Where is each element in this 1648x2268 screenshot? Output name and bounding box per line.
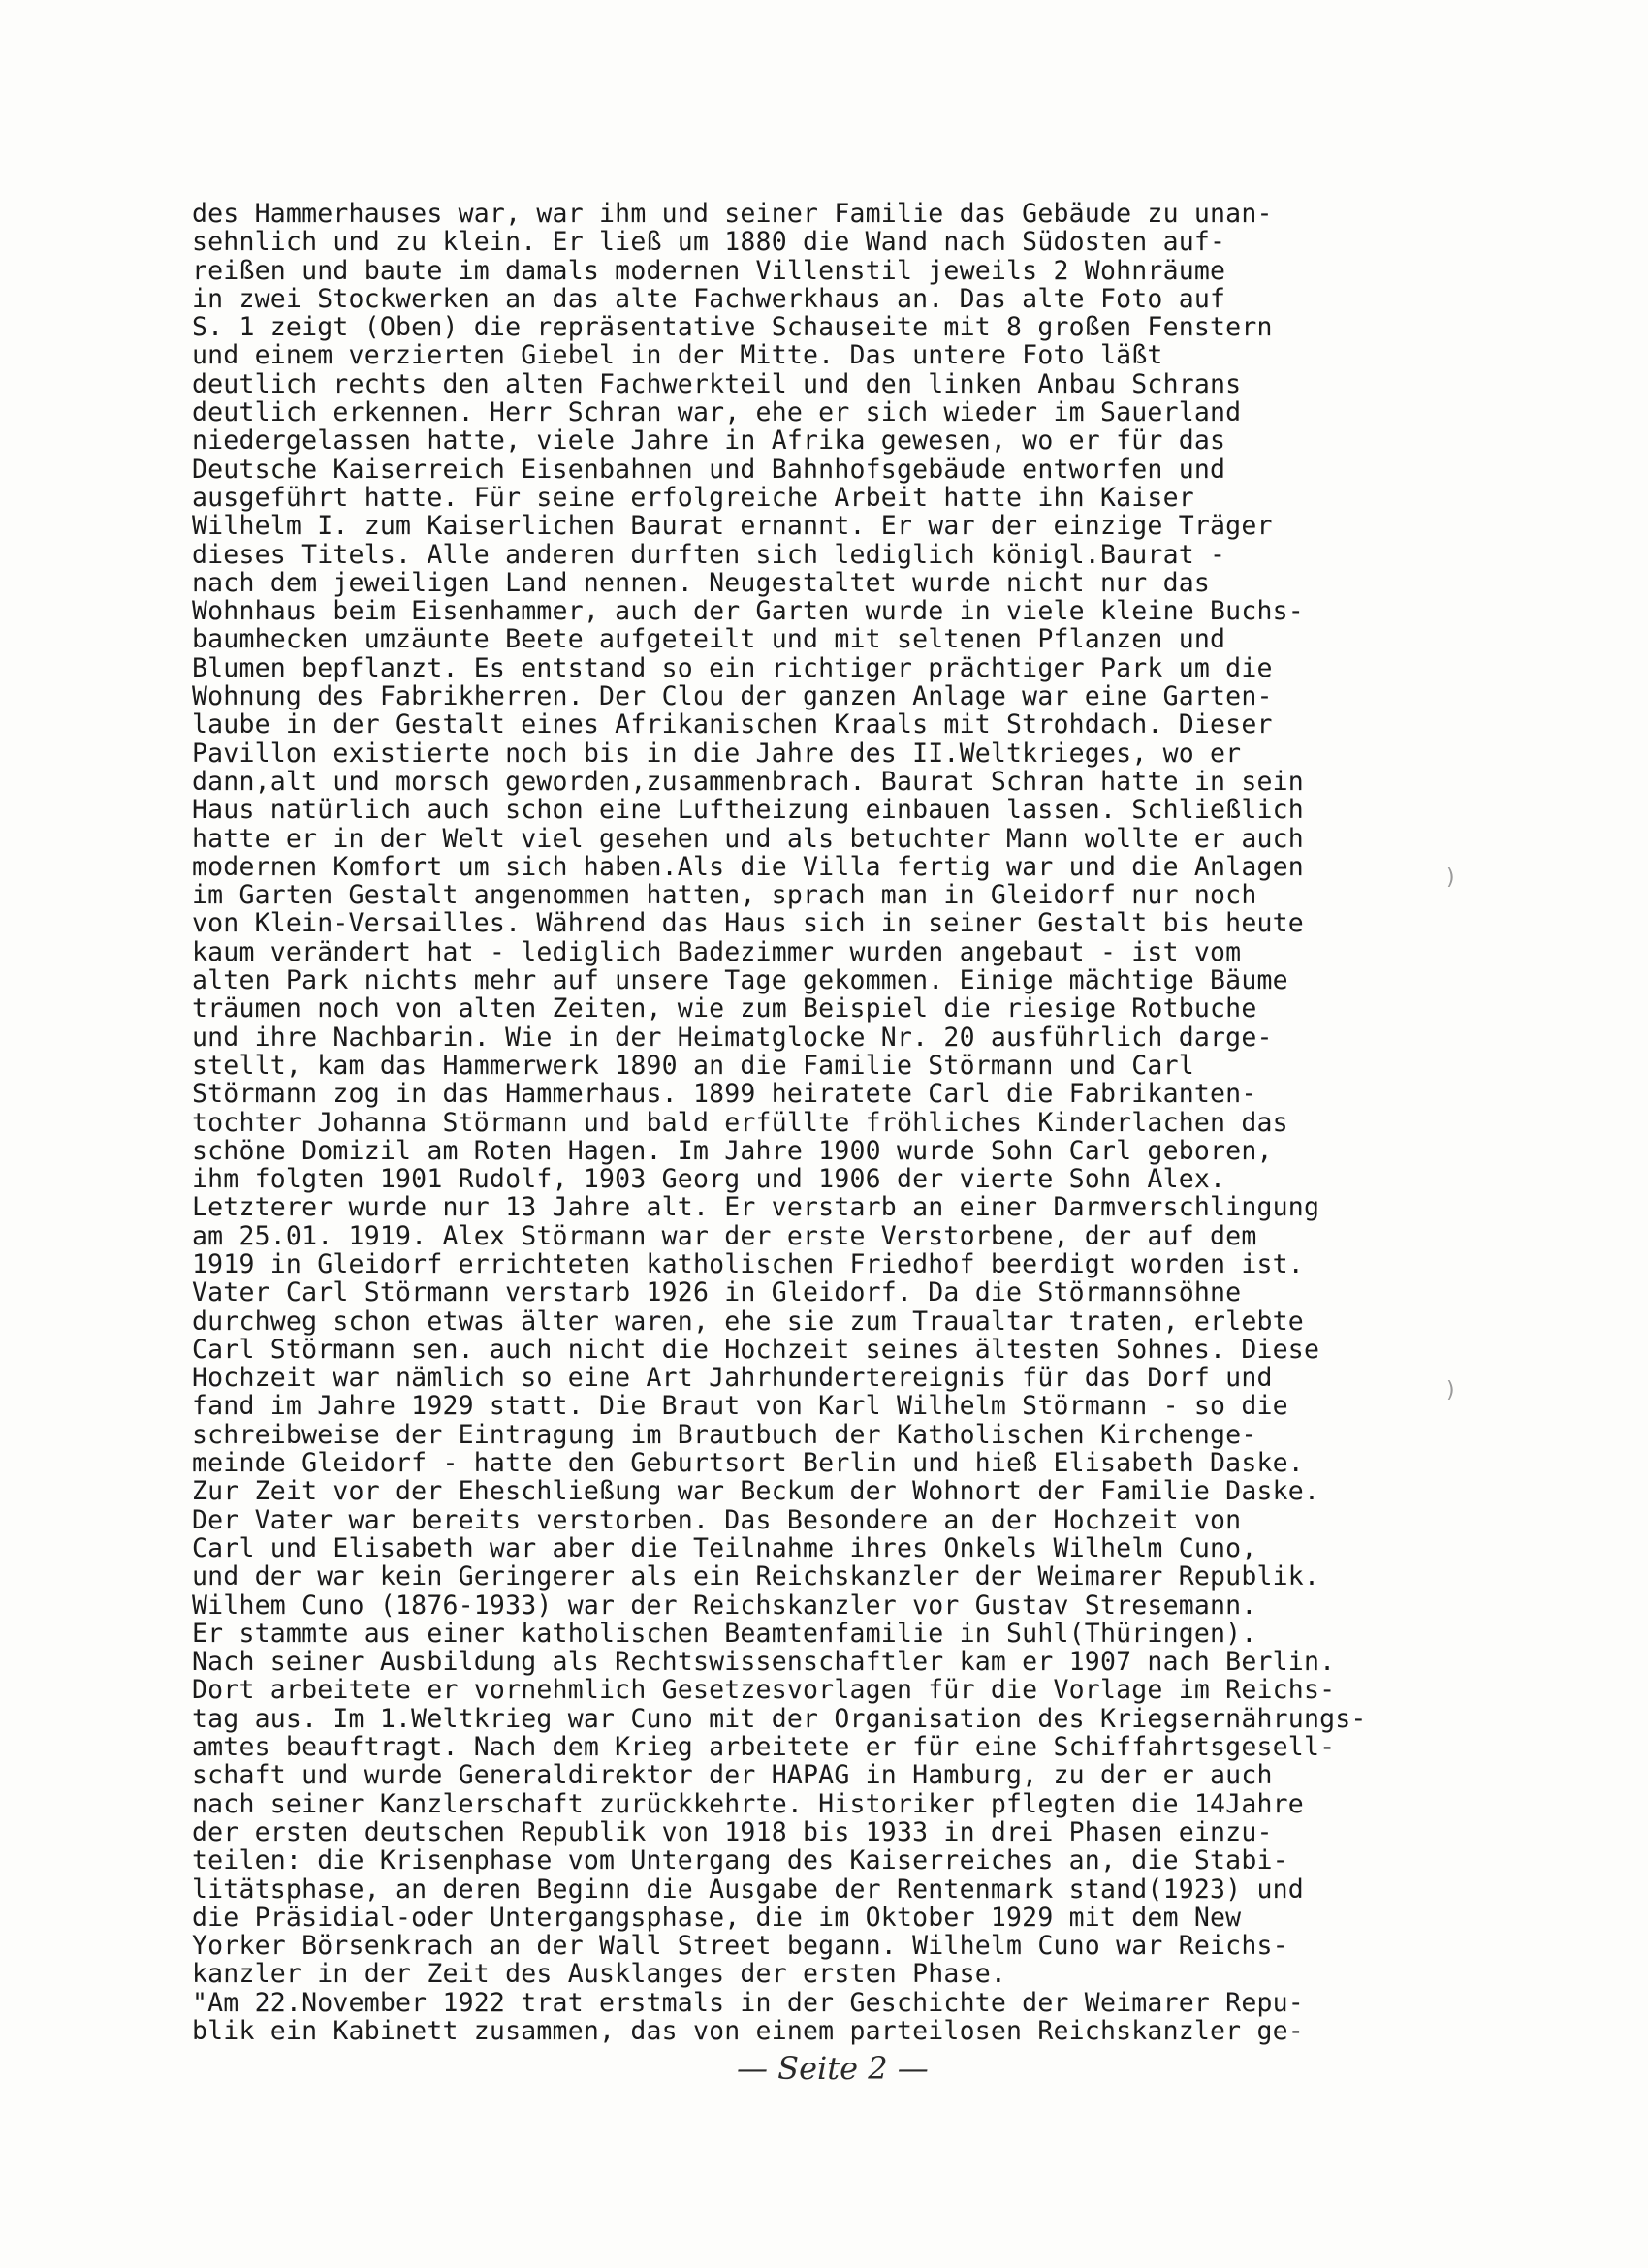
text-line: Wilhelm I. zum Kaiserlichen Baurat ernannt. Er war der einzige Träger	[192, 511, 1273, 542]
text-line: Er stammte aus einer katholischen Beamtenfamilie in Suhl(Thüringen).	[192, 1618, 1257, 1649]
text-line: sehnlich und zu klein. Er ließ um 1880 die Wand nach Südosten auf-	[192, 227, 1226, 258]
text-line: Letzterer wurde nur 13 Jahre alt. Er verstarb an einer Darmverschlingung	[192, 1192, 1320, 1223]
text-line: stellt, kam das Hammerwerk 1890 an die Familie Störmann und Carl	[192, 1050, 1194, 1081]
text-line: meinde Gleidorf - hatte den Geburtsort Berlin und hieß Elisabeth Daske.	[192, 1448, 1304, 1479]
text-line: in zwei Stockwerken an das alte Fachwerkhaus an. Das alte Foto auf	[192, 283, 1226, 314]
text-line: Der Vater war bereits verstorben. Das Besondere an der Hochzeit von	[192, 1504, 1242, 1535]
text-line: und der war kein Geringerer als ein Reichskanzler der Weimarer Republik.	[192, 1561, 1320, 1592]
text-line: ihm folgten 1901 Rudolf, 1903 Georg und 1906 der vierte Sohn Alex.	[192, 1164, 1226, 1195]
page-footer	[737, 2050, 1028, 2096]
text-line: dieses Titels. Alle anderen durften sich lediglich königl.Baurat -	[192, 539, 1226, 570]
text-line: 1919 in Gleidorf errichteten katholischen Friedhof beerdigt worden ist.	[192, 1248, 1304, 1279]
text-line: schaft und wurde Generaldirektor der HAPAG in Hamburg, zu der er auch	[192, 1760, 1273, 1791]
text-line: Blumen bepflanzt. Es entstand so ein richtiger prächtiger Park um die	[192, 652, 1273, 683]
text-line: litätsphase, an deren Beginn die Ausgabe der Rentenmark stand(1923) und	[192, 1874, 1304, 1905]
text-line: dann,alt und morsch geworden,zusammenbrach. Baurat Schran hatte in sein	[192, 766, 1304, 797]
text-line: niedergelassen hatte, viele Jahre in Afrika gewesen, wo er für das	[192, 425, 1226, 457]
text-line: Carl und Elisabeth war aber die Teilnahme ihres Onkels Wilhelm Cuno,	[192, 1532, 1257, 1563]
text-line: blik ein Kabinett zusammen, das von einem parteilosen Reichskanzler ge-	[192, 2016, 1304, 2046]
text-line: alten Park nichts mehr auf unsere Tage gekommen. Einige mächtige Bäume	[192, 965, 1288, 996]
text-line: fand im Jahre 1929 statt. Die Braut von Karl Wilhelm Störmann - so die	[192, 1391, 1288, 1422]
text-line: durchweg schon etwas älter waren, ehe sie zum Traualtar traten, erlebte	[192, 1306, 1304, 1337]
text-line: von Klein-Versailles. Während das Haus sich in seiner Gestalt bis heute	[192, 908, 1304, 939]
text-line: Wohnung des Fabrikherren. Der Clou der ganzen Anlage war eine Garten-	[192, 681, 1273, 712]
text-line: Vater Carl Störmann verstarb 1926 in Gleidorf. Da die Störmannsöhne	[192, 1277, 1242, 1308]
text-line: und ihre Nachbarin. Wie in der Heimatglocke Nr. 20 ausführlich darge-	[192, 1022, 1273, 1053]
text-line: Wilhem Cuno (1876-1933) war der Reichskanzler vor Gustav Stresemann.	[192, 1590, 1257, 1621]
text-line: schöne Domizil am Roten Hagen. Im Jahre 1900 wurde Sohn Carl geboren,	[192, 1135, 1273, 1166]
text-line: Deutsche Kaiserreich Eisenbahnen und Bahnhofsgebäude entworfen und	[192, 454, 1226, 485]
text-line: Haus natürlich auch schon eine Luftheizung einbauen lassen. Schließlich	[192, 795, 1304, 826]
text-line: reißen und baute im damals modernen Villenstil jeweils 2 Wohnräume	[192, 255, 1226, 286]
text-line: Dort arbeitete er vornehmlich Gesetzesvorlagen für die Vorlage im Reichs-	[192, 1675, 1336, 1706]
text-line: kaum verändert hat - lediglich Badezimmer wurden angebaut - ist vom	[192, 936, 1242, 967]
text-line: des Hammerhauses war, war ihm und seiner Familie das Gebäude zu unan-	[192, 199, 1273, 229]
text-line: Pavillon existierte noch bis in die Jahre des II.Weltkrieges, wo er	[192, 738, 1242, 769]
text-line: im Garten Gestalt angenommen hatten, sprach man in Gleidorf nur noch	[192, 880, 1257, 911]
text-line: nach dem jeweiligen Land nennen. Neugestaltet wurde nicht nur das	[192, 567, 1211, 598]
text-line: tochter Johanna Störmann und bald erfüllte fröhliches Kinderlachen das	[192, 1107, 1288, 1138]
text-line: S. 1 zeigt (Oben) die repräsentative Schauseite mit 8 großen Fenstern	[192, 312, 1273, 343]
text-line: Wohnhaus beim Eisenhammer, auch der Garten wurde in viele kleine Buchs-	[192, 596, 1304, 627]
text-line: ausgeführt hatte. Für seine erfolgreiche Arbeit hatte ihn Kaiser	[192, 482, 1194, 513]
text-line: Störmann zog in das Hammerhaus. 1899 heiratete Carl die Fabrikanten-	[192, 1079, 1257, 1110]
text-line: "Am 22.November 1922 trat erstmals in der Geschichte der Weimarer Repu-	[192, 1987, 1304, 2018]
text-line: deutlich rechts den alten Fachwerkteil und den linken Anbau Schrans	[192, 368, 1242, 399]
text-line: laube in der Gestalt eines Afrikanischen Kraals mit Strohdach. Dieser	[192, 709, 1273, 740]
text-line: teilen: die Krisenphase vom Untergang des Kaiserreiches an, die Stabi-	[192, 1845, 1288, 1876]
text-line: modernen Komfort um sich haben.Als die Villa fertig war und die Anlagen	[192, 851, 1304, 882]
text-line: nach seiner Kanzlerschaft zurückkehrte. Historiker pflegten die 14Jahre	[192, 1788, 1304, 1819]
text-line: Nach seiner Ausbildung als Rechtswissenschaftler kam er 1907 nach Berlin.	[192, 1647, 1336, 1678]
margin-bracket-mark: )	[1446, 866, 1455, 890]
text-line: Carl Störmann sen. auch nicht die Hochzeit seines ältesten Sohnes. Diese	[192, 1334, 1320, 1365]
margin-bracket-mark: )	[1446, 1378, 1455, 1402]
text-line: deutlich erkennen. Herr Schran war, ehe er sich wieder im Sauerland	[192, 397, 1242, 428]
text-line: die Präsidial-oder Untergangsphase, die im Oktober 1929 mit dem New	[192, 1902, 1242, 1933]
typed-text-body	[192, 200, 1491, 2045]
text-line: der ersten deutschen Republik von 1918 bis 1933 in drei Phasen einzu-	[192, 1816, 1273, 1847]
text-line: tag aus. Im 1.Weltkrieg war Cuno mit der Organisation des Kriegsernährungs-	[192, 1703, 1367, 1734]
page-number: — Seite 2 —	[737, 2050, 929, 2087]
text-line: kanzler in der Zeit des Ausklanges der ersten Phase.	[192, 1959, 1007, 1990]
text-line: hatte er in der Welt viel gesehen und als betuchter Mann wollte er auch	[192, 823, 1304, 854]
text-line: träumen noch von alten Zeiten, wie zum Beispiel die riesige Rotbuche	[192, 993, 1257, 1024]
text-line: Zur Zeit vor der Eheschließung war Beckum der Wohnort der Familie Daske.	[192, 1476, 1320, 1507]
text-line: Yorker Börsenkrach an der Wall Street begann. Wilhelm Cuno war Reichs-	[192, 1931, 1288, 1962]
text-line: baumhecken umzäunte Beete aufgeteilt und mit seltenen Pflanzen und	[192, 624, 1226, 655]
text-line: schreibweise der Eintragung im Brautbuch der Katholischen Kirchenge-	[192, 1419, 1257, 1450]
text-line: amtes beauftragt. Nach dem Krieg arbeitete er für eine Schiffahrtsgesell-	[192, 1732, 1336, 1763]
text-line: am 25.01. 1919. Alex Störmann war der erste Verstorbene, der auf dem	[192, 1220, 1257, 1251]
text-line: Hochzeit war nämlich so eine Art Jahrhundertereignis für das Dorf und	[192, 1363, 1273, 1394]
text-line: und einem verzierten Giebel in der Mitte. Das untere Foto läßt	[192, 340, 1163, 371]
